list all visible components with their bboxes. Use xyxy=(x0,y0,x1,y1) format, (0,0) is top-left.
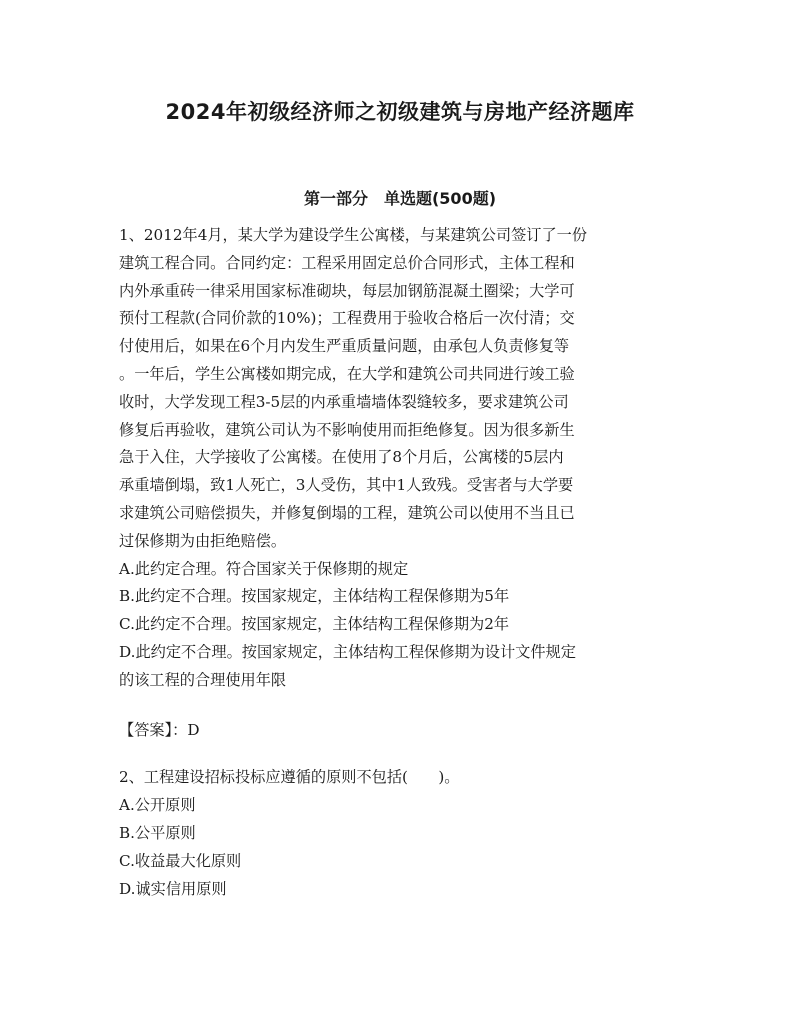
question-stem-line: 求建筑公司赔偿损失，并修复倒塌的工程，建筑公司以使用不当且已 xyxy=(119,503,575,522)
question-list xyxy=(119,222,682,903)
option-b: B.公平原则 xyxy=(119,823,196,842)
question-stem-line: 。一年后，学生公寓楼如期完成，在大学和建筑公司共同进行竣工验 xyxy=(119,364,575,383)
option-a: A.此约定合理。符合国家关于保修期的规定 xyxy=(119,559,409,578)
option-d: D.诚实信用原则 xyxy=(119,879,227,898)
question-stem-line: 承重墙倒塌，致1人死亡，3人受伤，其中1人致残。受害者与大学要 xyxy=(119,476,574,495)
question-stem-line: 1、2012年4月，某大学为建设学生公寓楼，与某建筑公司签订了一份 xyxy=(119,226,588,244)
question-stem-line: 收时，大学发现工程3-5层的内承重墙墙体裂缝较多，要求建筑公司 xyxy=(119,392,569,411)
question-stem-line: 预付工程款(合同价款的10%)；工程费用于验收合格后一次付清；交 xyxy=(119,309,575,328)
question-stem-line: 急于入住，大学接收了公寓楼。在使用了8个月后，公寓楼的5层内 xyxy=(119,448,564,467)
document-title: 2024年初级经济师之初级建筑与房地产经济题库 xyxy=(165,100,635,124)
option-d-continued: 的该工程的合理使用年限 xyxy=(119,670,287,689)
section-title: 第一部分 单选题(500题) xyxy=(303,189,497,208)
option-c: C.收益最大化原则 xyxy=(119,851,242,870)
option-b: B.此约定不合理。按国家规定，主体结构工程保修期为5年 xyxy=(119,587,510,606)
question-2 xyxy=(119,764,682,903)
question-stem-line: 过保修期为由拒绝赔偿。 xyxy=(119,531,287,550)
option-d: D.此约定不合理。按国家规定，主体结构工程保修期为设计文件规定 xyxy=(119,642,576,661)
question-1 xyxy=(119,222,682,744)
answer-label: 【答案】：D xyxy=(119,720,200,739)
question-stem-line: 内外承重砖一律采用国家标准砌块，每层加钢筋混凝土圈梁；大学可 xyxy=(119,281,575,300)
question-stem-line: 建筑工程合同。合同约定：工程采用固定总价合同形式，主体工程和 xyxy=(119,253,575,272)
question-stem-line: 付使用后，如果在6个月内发生严重质量问题，由承包人负责修复等 xyxy=(119,337,570,356)
option-c: C.此约定不合理。按国家规定，主体结构工程保修期为2年 xyxy=(119,615,510,634)
question-stem-line: 修复后再验收，建筑公司认为不影响使用而拒绝修复。因为很多新生 xyxy=(119,420,575,439)
question-stem-line: 2、工程建设招标投标应遵循的原则不包括( )。 xyxy=(119,768,460,787)
option-a: A.公开原则 xyxy=(119,796,196,815)
